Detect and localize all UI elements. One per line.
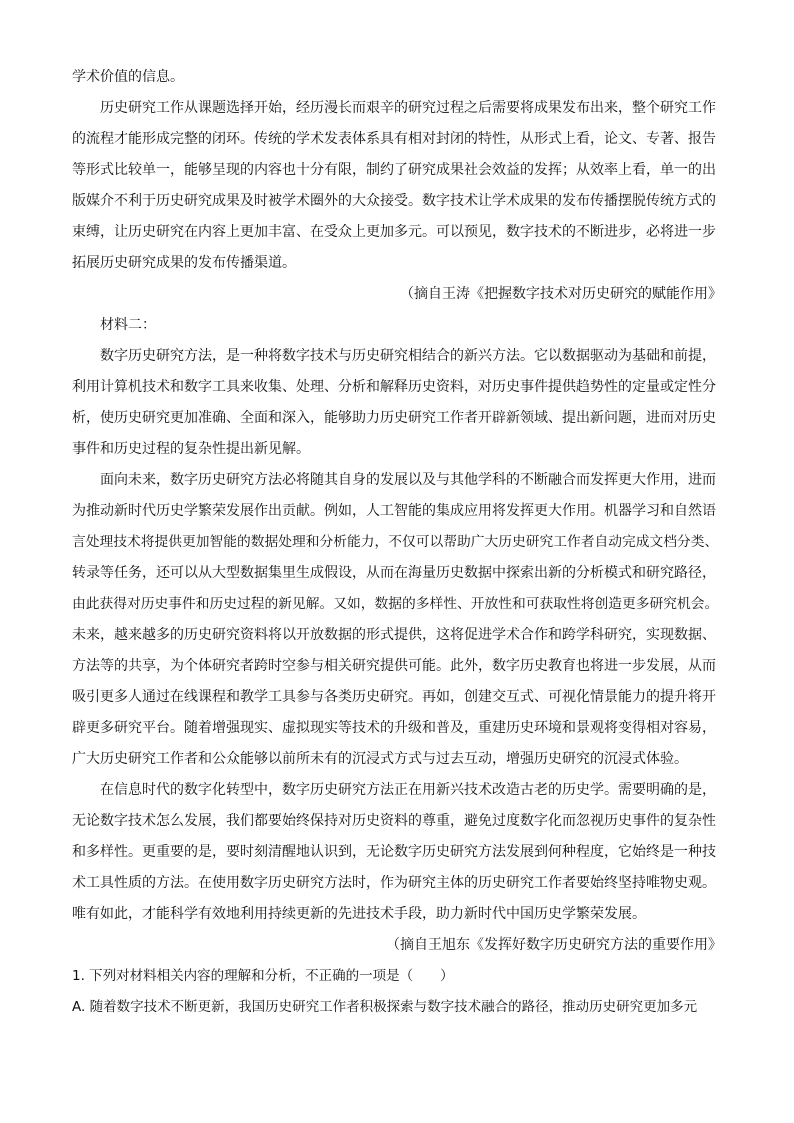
text-line: 言处理技术将提供更加智能的数据处理和分析能力，不仅可以帮助广大历史研究工作者自动完成文档分类、 (72, 534, 719, 550)
text-line: 辟更多研究平台。随着增强现实、虚拟现实等技术的升级和普及，重建历史环境和景观将变得相对容易， (72, 720, 716, 736)
section-heading-material-2: 材料二： (100, 317, 156, 333)
paragraph-line: 历史研究工作从课题选择开始，经历漫长而艰辛的研究过程之后需要将成果发布出来，整个研究工作 (100, 100, 716, 116)
text-line: 唯有如此，才能科学有效地利用持续更新的先进技术手段，助力新时代中国历史学繁荣发展。 (72, 906, 646, 922)
text-line: 由此获得对历史事件和历史过程的新见解。又如，数据的多样性、开放性和可获取性将创造更多研究机会。 (72, 596, 719, 612)
paragraph-line: 数字历史研究方法，是一种将数字技术与历史研究相结合的新兴方法。它以数据驱动为基础和前提， (100, 348, 716, 364)
text-line: 等形式比较单一，能够呈现的内容也十分有限，制约了研究成果社会效益的发挥；从效率上看，单一的出 (72, 162, 716, 178)
text-line: 和多样性。更重要的是，要时刻清醒地认识到，无论数字历史研究方法发展到何种程度，它始终是一种技 (72, 844, 716, 860)
text-line: 学术价值的信息。 (72, 69, 184, 85)
text-line: 术工具性质的方法。在使用数字历史研究方法时，作为研究主体的历史研究工作者要始终坚持唯物史观。 (72, 875, 716, 891)
text-line: 拓展历史研究成果的发布传播渠道。 (72, 255, 296, 271)
text-line: 吸引更多人通过在线课程和教学工具参与各类历史研究。再如，创建交互式、可视化情景能力的提升将开 (72, 689, 716, 705)
source-citation-2: （摘自王旭东《发挥好数字历史研究方法的重要作用》 (386, 937, 722, 953)
text-line: 析，使历史研究更加准确、全面和深入，能够助力历史研究工作者开辟新领域、提出新问题，进而对历史 (72, 410, 716, 426)
text-line: 版媒介不利于历史研究成果及时被学术圈外的大众接受。数字技术让学术成果的发布传播摆脱传统方式的 (72, 193, 716, 209)
text-line: 事件和历史过程的复杂性提出新见解。 (72, 441, 310, 457)
text-line: 转录等任务，还可以从大型数据集里生成假设，从而在海量历史数据中探索出新的分析模式和研究路径， (72, 565, 716, 581)
text-line: 的流程才能形成完整的闭环。传统的学术发表体系具有相对封闭的特性，从形式上看，论文、专著、报告 (72, 131, 716, 147)
source-citation-1: （摘自王涛《把握数字技术对历史研究的赋能作用》 (400, 286, 722, 302)
text-line: 束缚，让历史研究在内容上更加丰富、在受众上更加多元。可以预见，数字技术的不断进步，必将进一步 (72, 224, 716, 240)
text-line: 未来，越来越多的历史研究资料将以开放数据的形式提供，这将促进学术合作和跨学科研究，实现数据、 (72, 627, 716, 643)
text-line: 利用计算机技术和数字工具来收集、处理、分析和解释历史资料，对历史事件提供趋势性的定量或定性分 (72, 379, 716, 395)
text-line: 为推动新时代历史学繁荣发展作出贡献。例如，人工智能的集成应用将发挥更大作用。机器学习和自然语 (72, 503, 716, 519)
question-stem: 1. 下列对材料相关内容的理解和分析，不正确的一项是（ ） (72, 968, 454, 984)
answer-option-a: A. 随着数字技术不断更新，我国历史研究工作者积极探索与数字技术融合的路径，推动历史研究更加多元 (72, 999, 698, 1015)
text-line: 方法等的共享，为个体研究者跨时空参与相关研究提供可能。此外，数字历史教育也将进一步发展，从而 (72, 658, 716, 674)
text-line: 无论数字技术怎么发展，我们都要始终保持对历史资料的尊重，避免过度数字化而忽视历史事件的复杂性 (72, 813, 716, 829)
paragraph-line: 在信息时代的数字化转型中，数字历史研究方法正在用新兴技术改造古老的历史学。需要明确的是， (100, 782, 716, 798)
paragraph-line: 面向未来，数字历史研究方法必将随其自身的发展以及与其他学科的不断融合而发挥更大作用，进而 (100, 472, 716, 488)
text-line: 广大历史研究工作者和公众能够以前所未有的沉浸式方式与过去互动，增强历史研究的沉浸式体验。 (72, 751, 688, 767)
